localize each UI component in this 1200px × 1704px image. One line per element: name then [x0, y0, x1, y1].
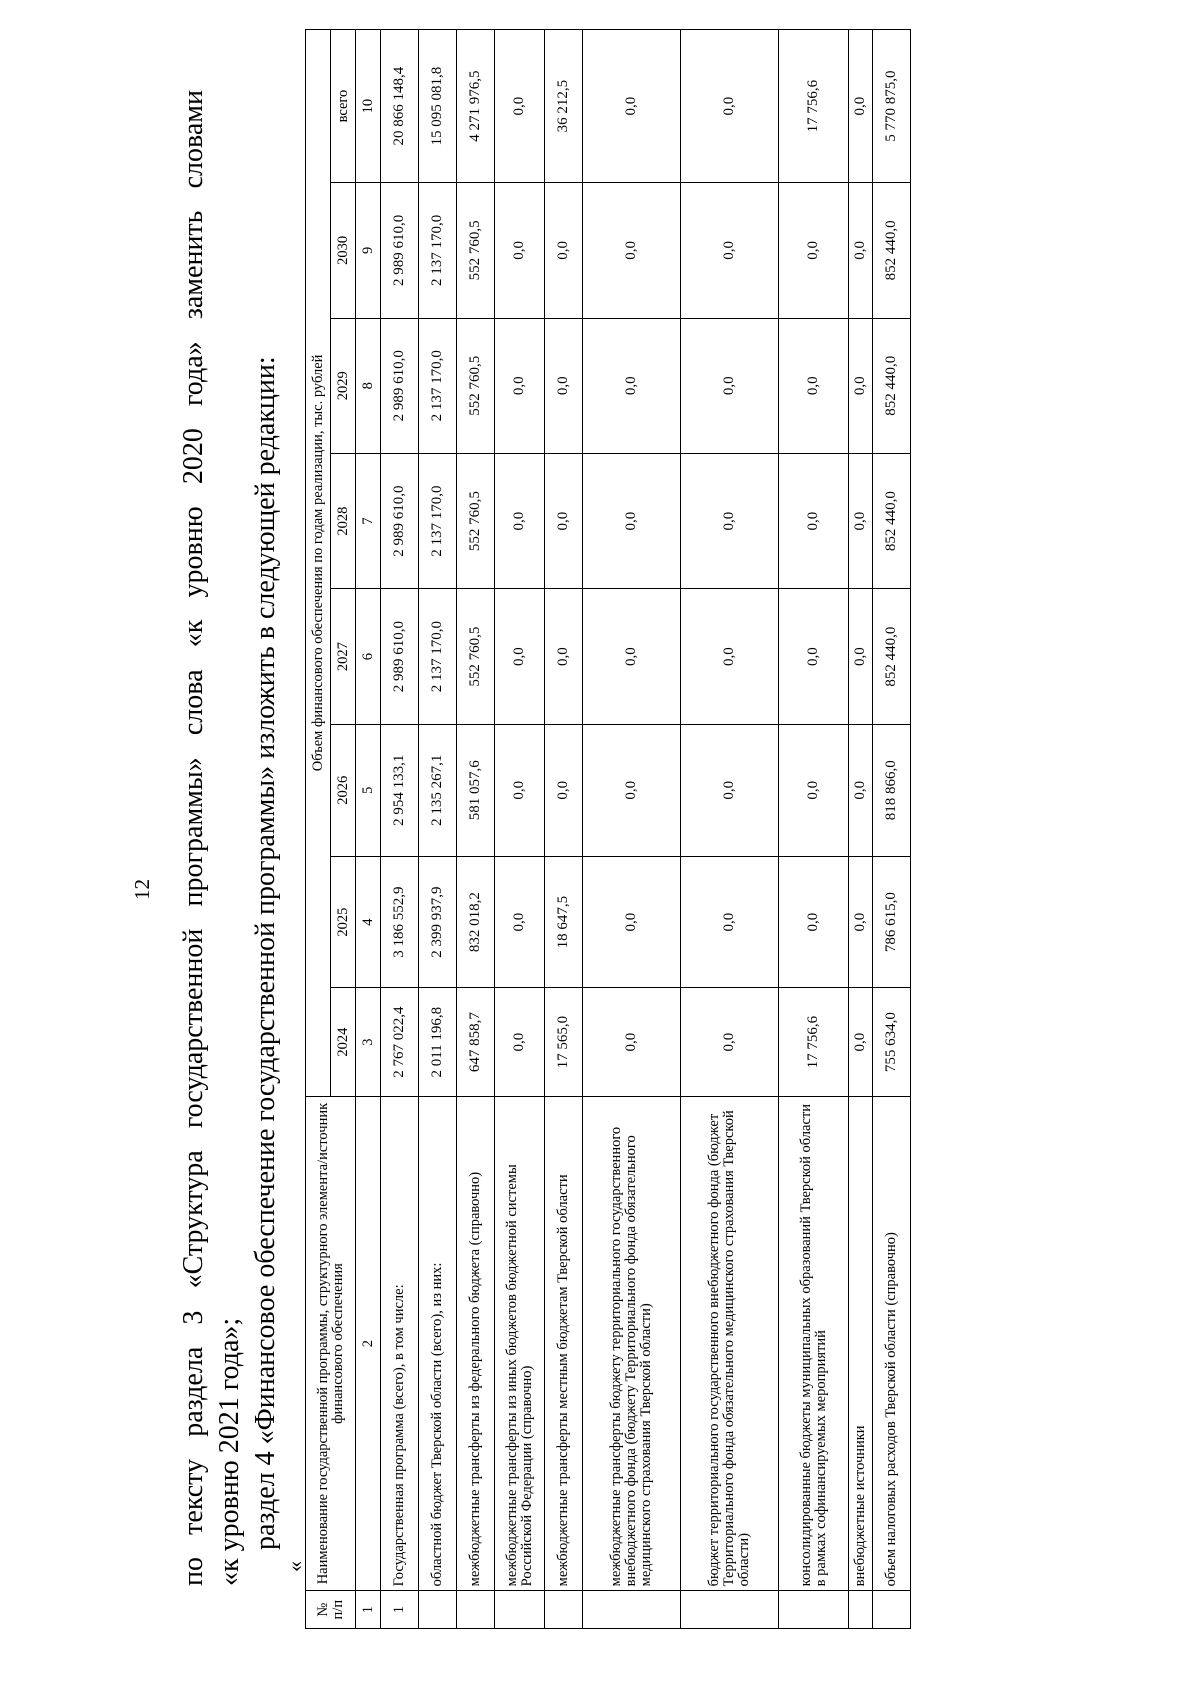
- row-value: 2 399 937,9: [419, 856, 457, 988]
- page-number: 12: [130, 879, 154, 900]
- row-value: 0,0: [681, 988, 779, 1096]
- row-value: 852 440,0: [873, 589, 911, 724]
- row-value: 36 212,5: [545, 30, 583, 183]
- row-value: 20 866 148,4: [381, 30, 419, 183]
- row-value: 818 866,0: [873, 724, 911, 856]
- amendment-line-3: раздел 4 «Финансовое обеспечение государственной программы» изложить в следующей редакции:: [250, 356, 281, 1550]
- row-value: 17 565,0: [545, 988, 583, 1096]
- row-value: 0,0: [495, 856, 545, 988]
- row-value: 2 137 170,0: [419, 318, 457, 453]
- row-value: 0,0: [779, 589, 849, 724]
- row-value: 2 137 170,0: [419, 453, 457, 588]
- row-num: [419, 1591, 457, 1629]
- row-value: 581 057,6: [457, 724, 495, 856]
- row-value: 552 760,5: [457, 183, 495, 318]
- row-value: 647 858,7: [457, 988, 495, 1096]
- column-index: 4: [356, 856, 381, 988]
- row-value: 852 440,0: [873, 453, 911, 588]
- table-row: [849, 30, 873, 1629]
- column-index: 6: [356, 589, 381, 724]
- row-value: 0,0: [495, 183, 545, 318]
- row-value: 2 137 170,0: [419, 589, 457, 724]
- row-value: 0,0: [849, 453, 873, 588]
- row-value: 0,0: [849, 183, 873, 318]
- row-value: 3 186 552,9: [381, 856, 419, 988]
- row-value: 2 989 610,0: [381, 589, 419, 724]
- row-value: 0,0: [849, 318, 873, 453]
- row-value: 832 018,2: [457, 856, 495, 988]
- row-value: 755 634,0: [873, 988, 911, 1096]
- row-value: 17 756,6: [779, 988, 849, 1096]
- row-value: 0,0: [681, 453, 779, 588]
- row-value: 0,0: [583, 856, 681, 988]
- row-value: 552 760,5: [457, 589, 495, 724]
- row-value: 2 135 267,1: [419, 724, 457, 856]
- row-value: 0,0: [779, 183, 849, 318]
- row-name: бюджет территориального государственного внебюджетного фонда (бюджет Территориального фонда обязательного медицинского страхования Тверской области): [681, 1096, 779, 1591]
- row-value: 2 989 610,0: [381, 453, 419, 588]
- row-name: объем налоговых расходов Тверской области (справочно): [873, 1096, 911, 1591]
- header-num: № п/п: [306, 1591, 356, 1629]
- row-name: консолидированные бюджеты муниципальных образований Тверской области в рамках софинансируемых мероприятий: [779, 1096, 849, 1591]
- table-row: [583, 30, 681, 1629]
- row-num: [545, 1591, 583, 1629]
- row-value: 0,0: [495, 724, 545, 856]
- table-row: [545, 30, 583, 1629]
- row-num: [873, 1591, 911, 1629]
- row-value: 0,0: [545, 453, 583, 588]
- row-value: 0,0: [681, 318, 779, 453]
- row-value: 552 760,5: [457, 318, 495, 453]
- table-row: [419, 30, 457, 1629]
- row-num: [779, 1591, 849, 1629]
- row-value: 0,0: [849, 724, 873, 856]
- header-year: 2029: [331, 318, 356, 453]
- row-num: [495, 1591, 545, 1629]
- row-value: 0,0: [583, 30, 681, 183]
- row-value: 0,0: [849, 988, 873, 1096]
- row-num: [681, 1591, 779, 1629]
- table-index-row: [356, 30, 381, 1629]
- row-num: [457, 1591, 495, 1629]
- column-index: 7: [356, 453, 381, 588]
- row-value: 0,0: [583, 183, 681, 318]
- row-value: 2 137 170,0: [419, 183, 457, 318]
- row-value: 5 770 875,0: [873, 30, 911, 183]
- header-year: 2024: [331, 988, 356, 1096]
- row-value: 0,0: [681, 183, 779, 318]
- row-value: 0,0: [849, 589, 873, 724]
- row-value: 852 440,0: [873, 318, 911, 453]
- row-value: 0,0: [583, 988, 681, 1096]
- header-year: 2028: [331, 453, 356, 588]
- row-value: 2 989 610,0: [381, 183, 419, 318]
- row-value: 0,0: [545, 183, 583, 318]
- table-row: [873, 30, 911, 1629]
- row-value: 0,0: [495, 453, 545, 588]
- row-value: 0,0: [849, 856, 873, 988]
- row-name: межбюджетные трансферты из иных бюджетов бюджетной системы Российской Федерации (справочно): [495, 1096, 545, 1591]
- row-num: [849, 1591, 873, 1629]
- header-year: 2027: [331, 589, 356, 724]
- amendment-line-2: «к уровню 2021 года»;: [214, 1317, 245, 1586]
- row-value: 0,0: [583, 589, 681, 724]
- row-name: внебюджетные источники: [849, 1096, 873, 1591]
- row-name: Государственная программа (всего), в том числе:: [381, 1096, 419, 1591]
- table-header-row: [306, 30, 331, 1629]
- row-value: 0,0: [779, 856, 849, 988]
- table-row: [779, 30, 849, 1629]
- header-year: 2026: [331, 724, 356, 856]
- row-value: 0,0: [495, 318, 545, 453]
- row-value: 18 647,5: [545, 856, 583, 988]
- row-value: 552 760,5: [457, 453, 495, 588]
- table-row: [495, 30, 545, 1629]
- row-value: 0,0: [779, 724, 849, 856]
- row-value: 2 954 133,1: [381, 724, 419, 856]
- column-index: 2: [356, 1096, 381, 1591]
- table-row: [681, 30, 779, 1629]
- row-value: 4 271 976,5: [457, 30, 495, 183]
- table-row: [457, 30, 495, 1629]
- row-value: 0,0: [545, 318, 583, 453]
- row-name: областной бюджет Тверской области (всего), из них:: [419, 1096, 457, 1591]
- column-index: 8: [356, 318, 381, 453]
- row-value: 0,0: [545, 724, 583, 856]
- row-value: 2 989 610,0: [381, 318, 419, 453]
- row-value: 0,0: [583, 318, 681, 453]
- row-value: 0,0: [583, 453, 681, 588]
- row-value: 0,0: [681, 856, 779, 988]
- header-name: Наименование государственной программы, структурного элемента/источник финансового обеспечения: [306, 1096, 356, 1591]
- header-year: 2025: [331, 856, 356, 988]
- row-value: 0,0: [681, 30, 779, 183]
- amendment-line-1: по тексту раздела 3 «Структура государственной программы» слова «к уровню 2020 года» заменить словами: [178, 90, 209, 1586]
- row-value: 2 767 022,4: [381, 988, 419, 1096]
- header-year: 2030: [331, 183, 356, 318]
- row-value: 786 615,0: [873, 856, 911, 988]
- row-value: 15 095 081,8: [419, 30, 457, 183]
- row-value: 0,0: [681, 724, 779, 856]
- column-index: 1: [356, 1591, 381, 1629]
- column-index: 10: [356, 30, 381, 183]
- row-value: 0,0: [849, 30, 873, 183]
- row-num: [583, 1591, 681, 1629]
- row-value: 0,0: [779, 453, 849, 588]
- column-index: 3: [356, 988, 381, 1096]
- row-value: 0,0: [583, 724, 681, 856]
- row-num: 1: [381, 1591, 419, 1629]
- table-row: [381, 30, 419, 1629]
- row-name: межбюджетные трансферты из федерального бюджета (справочно): [457, 1096, 495, 1591]
- row-value: 0,0: [495, 30, 545, 183]
- row-value: 2 011 196,8: [419, 988, 457, 1096]
- row-value: 17 756,6: [779, 30, 849, 183]
- row-value: 0,0: [495, 589, 545, 724]
- header-year: всего: [331, 30, 356, 183]
- row-name: межбюджетные трансферты местным бюджетам Тверской области: [545, 1096, 583, 1591]
- column-index: 5: [356, 724, 381, 856]
- header-volume: Объем финансового обеспечения по годам реализации, тыс. рублей: [306, 30, 331, 1097]
- row-value: 0,0: [495, 988, 545, 1096]
- row-value: 0,0: [545, 589, 583, 724]
- row-value: 0,0: [681, 589, 779, 724]
- opening-quote: «: [282, 1561, 307, 1572]
- row-value: 852 440,0: [873, 183, 911, 318]
- column-index: 9: [356, 183, 381, 318]
- financing-table: [305, 29, 911, 1629]
- row-value: 0,0: [779, 318, 849, 453]
- row-name: межбюджетные трансферты бюджету территориального государственного внебюджетного фонда (бюджету Территориального фонда обязательного медицинского страхования Тверской области): [583, 1096, 681, 1591]
